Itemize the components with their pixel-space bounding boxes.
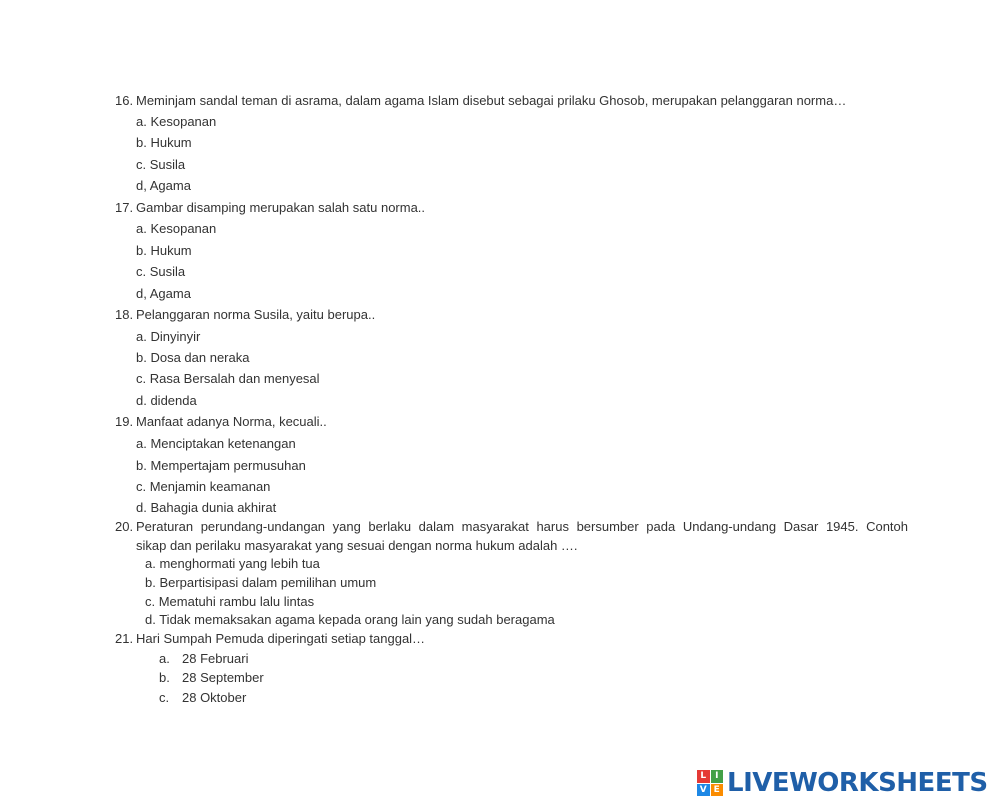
- option-18d[interactable]: d. didenda: [136, 393, 197, 408]
- option-19b[interactable]: b. Mempertajam permusuhan: [136, 458, 306, 473]
- logo-icon-tile: E: [711, 784, 724, 797]
- option-19a[interactable]: a. Menciptakan ketenangan: [136, 436, 296, 451]
- option-17b[interactable]: b. Hukum: [136, 243, 192, 258]
- option-19c[interactable]: c. Menjamin keamanan: [136, 479, 271, 494]
- option-letter: b.: [159, 670, 170, 685]
- question-text: Gambar disamping merupakan salah satu norma..: [136, 200, 426, 215]
- question-text: Hari Sumpah Pemuda diperingati setiap tanggal…: [136, 631, 426, 646]
- question-text-line-1: Peraturan perundang-undangan yang berlaku dalam masyarakat harus bersumber pada Undang-undang Dasar 1945. Contoh: [136, 519, 908, 534]
- option-16c[interactable]: c. Susila: [136, 157, 186, 172]
- option-17d[interactable]: d, Agama: [136, 286, 191, 301]
- option-16a[interactable]: a. Kesopanan: [136, 114, 217, 129]
- question-number: 18.: [115, 307, 134, 322]
- question-text: Pelanggaran norma Susila, yaitu berupa..: [136, 307, 376, 322]
- question-number: 21.: [115, 631, 134, 646]
- option-17c[interactable]: c. Susila: [136, 264, 186, 279]
- logo-icon-tile: I: [711, 770, 724, 783]
- question-number: 20.: [115, 519, 134, 534]
- question-text: Meminjam sandal teman di asrama, dalam agama Islam disebut sebagai prilaku Ghosob, merupakan pelanggaran norma…: [136, 93, 847, 108]
- question-20: [115, 519, 908, 535]
- option-18a[interactable]: a. Dinyinyir: [136, 329, 201, 344]
- question-17: [115, 200, 425, 216]
- question-text: Manfaat adanya Norma, kecuali..: [136, 414, 327, 429]
- liveworksheets-logo-icon: [697, 770, 723, 796]
- option-17a[interactable]: a. Kesopanan: [136, 221, 217, 236]
- option-16b[interactable]: b. Hukum: [136, 135, 192, 150]
- option-20b[interactable]: b. Berpartisipasi dalam pemilihan umum: [145, 575, 377, 590]
- option-20c[interactable]: c. Mematuhi rambu lalu lintas: [145, 594, 315, 609]
- option-text: 28 Februari: [182, 651, 249, 666]
- option-20a[interactable]: a. menghormati yang lebih tua: [145, 556, 320, 571]
- option-19d[interactable]: d. Bahagia dunia akhirat: [136, 500, 277, 515]
- question-19: [115, 414, 327, 430]
- question-number: 17.: [115, 200, 134, 215]
- logo-icon-tile: V: [697, 784, 710, 797]
- question-text-line-2: sikap dan perilaku masyarakat yang sesuai dengan norma hukum adalah ….: [136, 538, 578, 553]
- option-20d[interactable]: d. Tidak memaksakan agama kepada orang lain yang sudah beragama: [145, 612, 555, 627]
- option-text: 28 Oktober: [182, 690, 247, 705]
- logo-text: LIVEWORKSHEETS: [727, 768, 988, 798]
- option-16d[interactable]: d, Agama: [136, 178, 191, 193]
- question-21: [115, 631, 425, 647]
- question-number: 16.: [115, 93, 134, 108]
- option-letter: a.: [159, 651, 170, 666]
- option-18c[interactable]: c. Rasa Bersalah dan menyesal: [136, 371, 320, 386]
- question-number: 19.: [115, 414, 134, 429]
- question-18: [115, 307, 375, 323]
- liveworksheets-logo[interactable]: [697, 769, 988, 797]
- logo-icon-tile: L: [697, 770, 710, 783]
- question-16: [115, 93, 846, 109]
- option-18b[interactable]: b. Dosa dan neraka: [136, 350, 250, 365]
- option-letter: c.: [159, 690, 170, 705]
- option-text: 28 September: [182, 670, 264, 685]
